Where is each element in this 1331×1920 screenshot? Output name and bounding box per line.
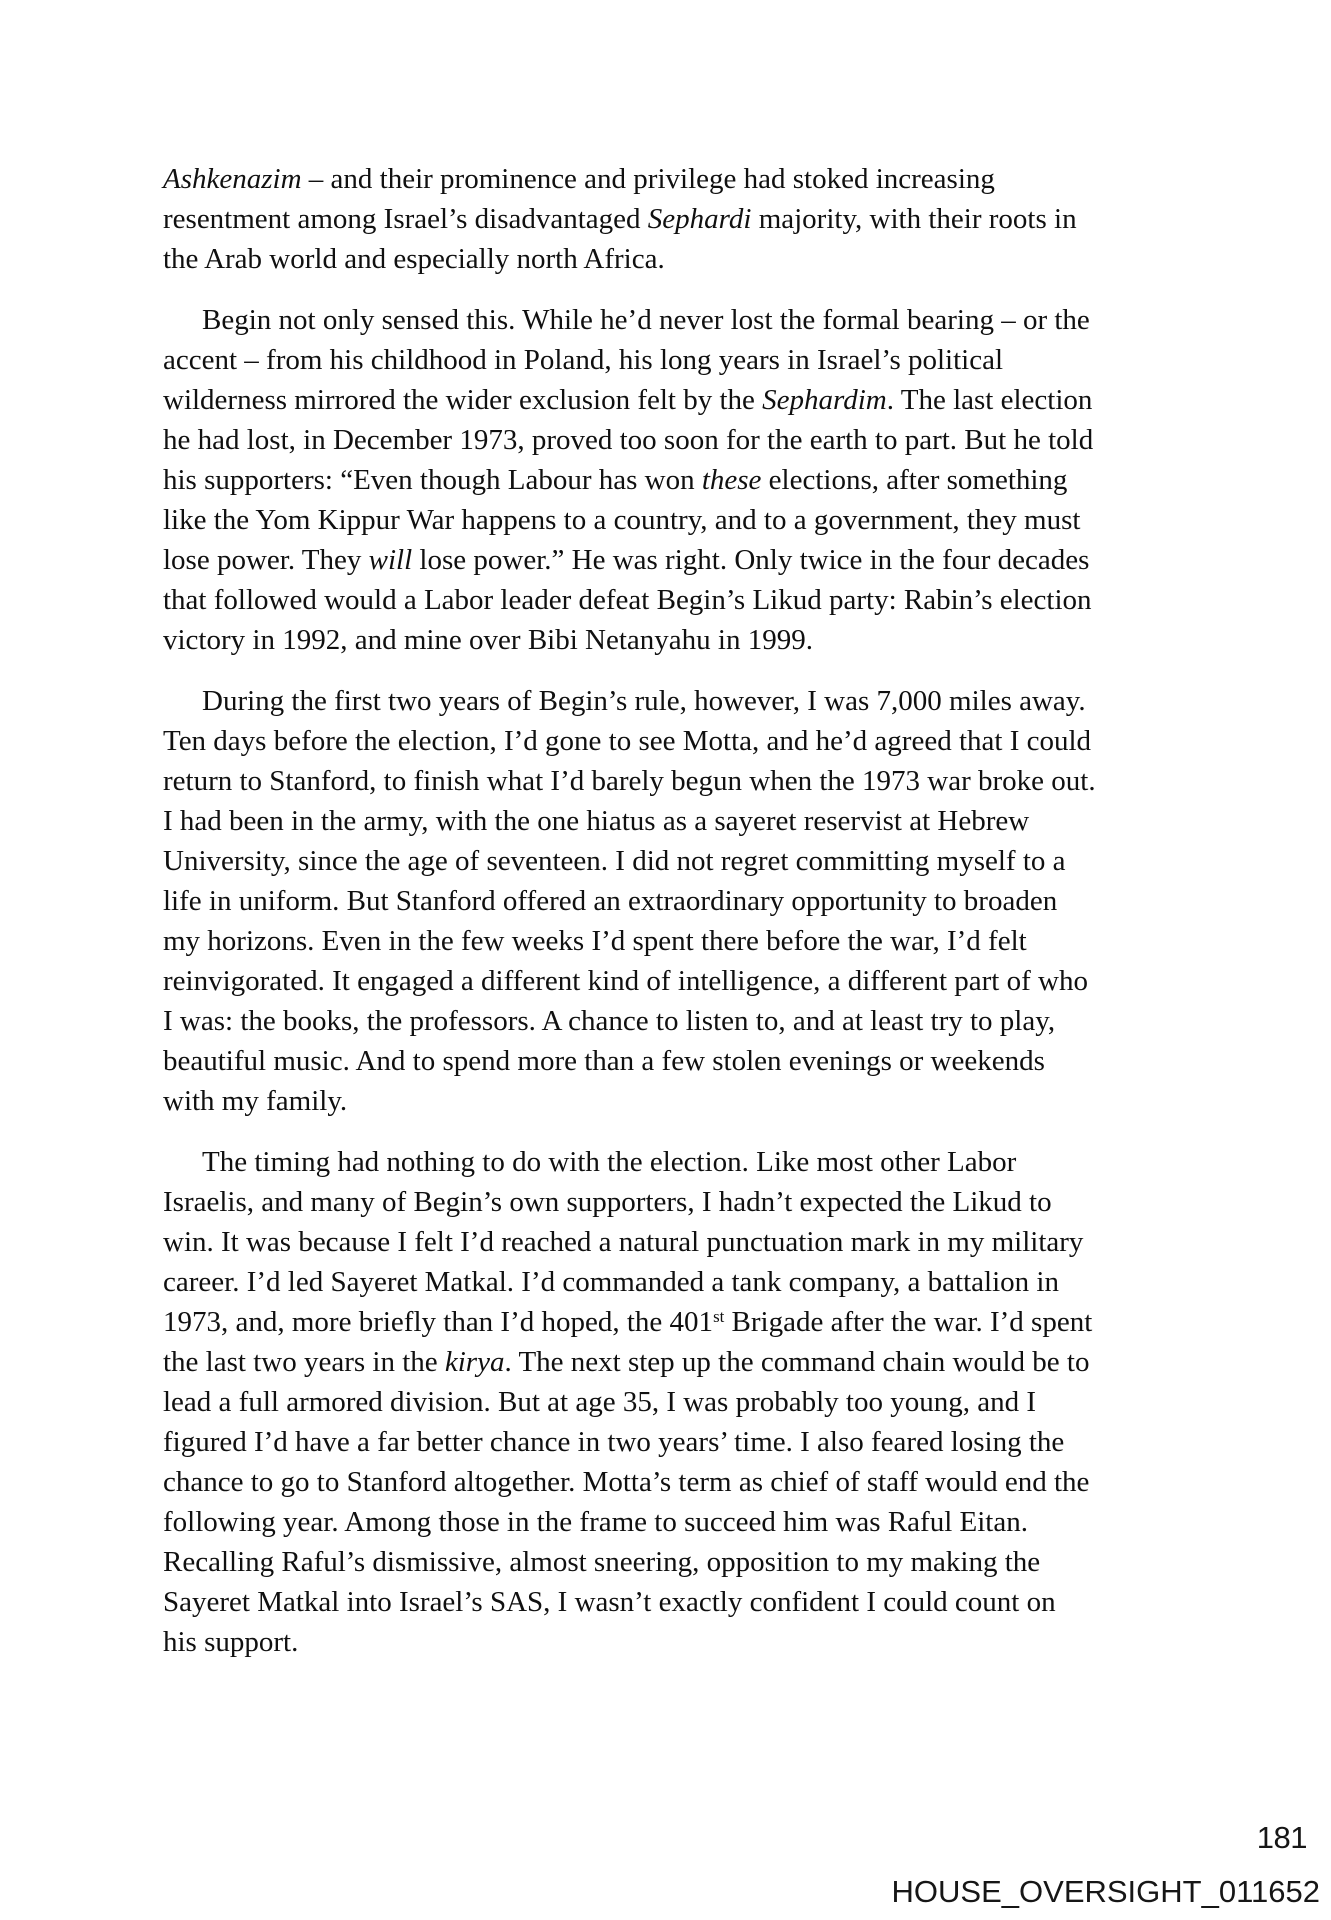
text-run: University, since the age of seventeen. I did not regret committing myself to a (163, 845, 1066, 877)
paragraph (163, 681, 1227, 1121)
text-run: the last two years in the (163, 1346, 445, 1378)
page-number: 181 (1256, 1820, 1307, 1855)
text-line (163, 841, 1227, 881)
paragraph (163, 300, 1227, 660)
text-line (163, 199, 1227, 239)
text-run: like the Yom Kippur War happens to a country, and to a government, they must (163, 504, 1081, 536)
text-line (163, 500, 1227, 540)
text-run: he had lost, in December 1973, proved too soon for the earth to part. But he told (163, 424, 1094, 456)
text-line (163, 1502, 1227, 1542)
text-run: his support. (163, 1626, 299, 1658)
text-line (163, 239, 1227, 279)
text-line (163, 380, 1227, 420)
text-line (163, 460, 1227, 500)
text-line (163, 881, 1227, 921)
text-run: win. It was because I felt I’d reached a natural punctuation mark in my military (163, 1226, 1084, 1258)
bates-stamp: HOUSE_OVERSIGHT_011652 (891, 1874, 1320, 1909)
text-run: accent – from his childhood in Poland, his long years in Israel’s political (163, 344, 1004, 376)
page-text (163, 159, 1227, 1662)
italic-text-run: will (368, 544, 413, 576)
text-line (163, 1081, 1227, 1121)
text-line (163, 580, 1227, 620)
text-line (163, 1542, 1227, 1582)
italic-text-run: kirya (444, 1346, 505, 1378)
text-run: career. I’d led Sayeret Matkal. I’d commanded a tank company, a battalion in (163, 1266, 1059, 1298)
text-run: his supporters: “Even though Labour has won (163, 464, 702, 496)
text-run: 1973, and, more briefly than I’d hoped, the 401 (163, 1306, 714, 1338)
text-line (163, 1422, 1227, 1462)
text-line (163, 1382, 1227, 1422)
text-line (163, 1142, 1227, 1182)
text-line (163, 1302, 1227, 1342)
text-run: . The last election (886, 384, 1093, 416)
text-line (163, 1182, 1227, 1222)
text-run: Begin not only sensed this. While he’d never lost the formal bearing – or the (202, 304, 1090, 336)
text-run: following year. Among those in the frame to succeed him was Raful Eitan. (163, 1506, 1028, 1538)
text-run: reinvigorated. It engaged a different kind of intelligence, a different part of who (163, 965, 1088, 997)
text-line (163, 1582, 1227, 1622)
text-line (163, 721, 1227, 761)
text-line (163, 801, 1227, 841)
italic-text-run: Sephardi (647, 203, 752, 235)
text-line (163, 761, 1227, 801)
paragraph (163, 1142, 1227, 1662)
text-line (163, 1462, 1227, 1502)
text-run: lead a full armored division. But at age 35, I was probably too young, and I (163, 1386, 1037, 1418)
text-line (163, 540, 1227, 580)
text-line (163, 1001, 1227, 1041)
text-run: chance to go to Stanford altogether. Motta’s term as chief of staff would end the (163, 1466, 1090, 1498)
text-run: I had been in the army, with the one hiatus as a sayeret reservist at Hebrew (163, 805, 1030, 837)
text-run: my horizons. Even in the few weeks I’d spent there before the war, I’d felt (163, 925, 1027, 957)
text-line (163, 1622, 1227, 1662)
text-run: The timing had nothing to do with the election. Like most other Labor (202, 1146, 1017, 1178)
text-run: beautiful music. And to spend more than a few stolen evenings or weekends (163, 1045, 1045, 1077)
text-run: majority, with their roots in (751, 203, 1077, 235)
text-line (163, 1262, 1227, 1302)
text-run: – and their prominence and privilege had stoked increasing (301, 163, 995, 195)
text-run: lose power. They (163, 544, 369, 576)
text-run: During the first two years of Begin’s rule, however, I was 7,000 miles away. (202, 685, 1086, 717)
text-run: life in uniform. But Stanford offered an extraordinary opportunity to broaden (163, 885, 1058, 917)
italic-text-run: Ashkenazim (163, 163, 302, 195)
text-run: I was: the books, the professors. A chance to listen to, and at least try to play, (163, 1005, 1056, 1037)
text-run: elections, after something (761, 464, 1068, 496)
text-line (163, 300, 1227, 340)
superscript-text-run: st (713, 1306, 725, 1326)
italic-text-run: these (701, 464, 762, 496)
text-line (163, 1041, 1227, 1081)
paragraph (163, 159, 1227, 279)
text-line (163, 681, 1227, 721)
text-line (163, 420, 1227, 460)
text-run: . The next step up the command chain would be to (504, 1346, 1090, 1378)
text-line (163, 1222, 1227, 1262)
text-line (163, 961, 1227, 1001)
text-run: lose power.” He was right. Only twice in the four decades (412, 544, 1090, 576)
text-run: return to Stanford, to finish what I’d barely begun when the 1973 war broke out. (163, 765, 1096, 797)
text-line (163, 921, 1227, 961)
text-run: Ten days before the election, I’d gone to see Motta, and he’d agreed that I could (163, 725, 1092, 757)
text-run: Sayeret Matkal into Israel’s SAS, I wasn’t exactly confident I could count on (163, 1586, 1056, 1618)
text-run: Brigade after the war. I’d spent (724, 1306, 1093, 1338)
text-run: wilderness mirrored the wider exclusion felt by the (163, 384, 763, 416)
text-run: Israelis, and many of Begin’s own supporters, I hadn’t expected the Likud to (163, 1186, 1052, 1218)
text-run: victory in 1992, and mine over Bibi Netanyahu in 1999. (163, 624, 813, 656)
text-run: the Arab world and especially north Africa. (163, 243, 665, 275)
text-line (163, 620, 1227, 660)
text-run: figured I’d have a far better chance in two years’ time. I also feared losing the (163, 1426, 1065, 1458)
text-line (163, 1342, 1227, 1382)
text-run: Recalling Raful’s dismissive, almost sneering, opposition to my making the (163, 1546, 1041, 1578)
text-line (163, 159, 1227, 199)
text-run: with my family. (163, 1085, 348, 1117)
text-run: resentment among Israel’s disadvantaged (163, 203, 648, 235)
text-run: that followed would a Labor leader defeat Begin’s Likud party: Rabin’s election (163, 584, 1092, 616)
italic-text-run: Sephardim (762, 384, 887, 416)
text-line (163, 340, 1227, 380)
